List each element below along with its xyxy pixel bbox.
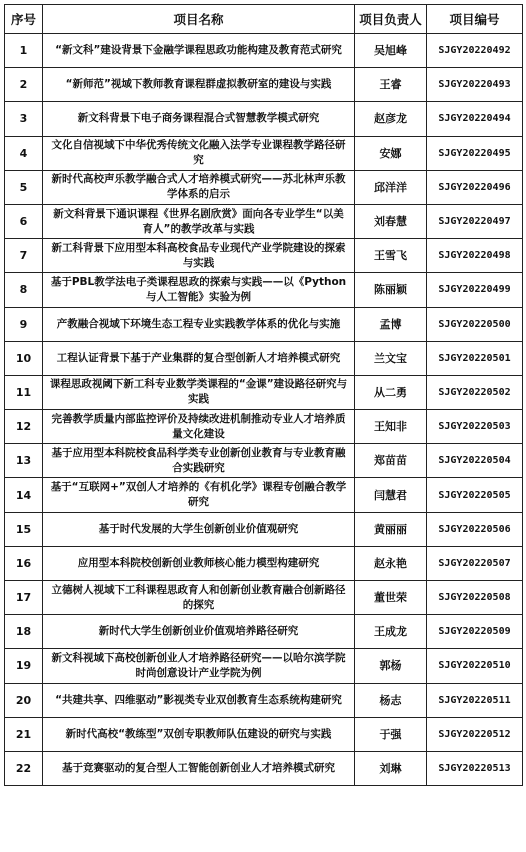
cell-no: 3 [5,102,43,136]
cell-project-name: 新文科视域下高校创新创业人才培养路径研究——以哈尔滨学院时尚创意设计产业学院为例 [43,649,355,683]
project-table-container [4,4,522,786]
cell-owner: 陈丽颖 [355,273,427,307]
cell-no: 2 [5,68,43,102]
cell-no: 10 [5,341,43,375]
cell-no: 14 [5,478,43,512]
cell-owner: 邱洋洋 [355,170,427,204]
cell-no: 8 [5,273,43,307]
cell-project-name: 完善教学质量内部监控评价及持续改进机制推动专业人才培养质量文化建设 [43,410,355,444]
header-no: 序号 [5,5,43,34]
table-row [5,546,523,580]
table-row [5,717,523,751]
table-row [5,204,523,238]
cell-project-name: 基于时代发展的大学生创新创业价值观研究 [43,512,355,546]
cell-project-code: SJGY20220495 [427,136,523,170]
table-row [5,102,523,136]
cell-no: 12 [5,410,43,444]
cell-project-name: “新文科”建设背景下金融学课程思政功能构建及教育范式研究 [43,34,355,68]
table-row [5,375,523,409]
cell-project-code: SJGY20220504 [427,444,523,478]
table-row [5,410,523,444]
table-row [5,581,523,615]
cell-project-name: 课程思政视阈下新工科专业数学类课程的“金课”建设路径研究与实践 [43,375,355,409]
table-row [5,68,523,102]
cell-owner: 刘春慧 [355,204,427,238]
cell-project-code: SJGY20220498 [427,239,523,273]
cell-project-code: SJGY20220512 [427,717,523,751]
cell-project-name: 新时代高校“教练型”双创专职教师队伍建设的研究与实践 [43,717,355,751]
cell-owner: 闫慧君 [355,478,427,512]
cell-project-name: 文化自信视域下中华优秀传统文化融入法学专业课程教学路径研究 [43,136,355,170]
cell-project-code: SJGY20220508 [427,581,523,615]
cell-project-code: SJGY20220492 [427,34,523,68]
cell-owner: 王成龙 [355,615,427,649]
cell-no: 7 [5,239,43,273]
cell-project-code: SJGY20220499 [427,273,523,307]
cell-no: 15 [5,512,43,546]
cell-owner: 安娜 [355,136,427,170]
cell-project-name: 新时代大学生创新创业价值观培养路径研究 [43,615,355,649]
cell-owner: 赵永艳 [355,546,427,580]
table-row [5,136,523,170]
cell-project-name: 新工科背景下应用型本科高校食品专业现代产业学院建设的探索与实践 [43,239,355,273]
cell-project-name: 基于竞赛驱动的复合型人工智能创新创业人才培养模式研究 [43,751,355,785]
cell-owner: 吴旭峰 [355,34,427,68]
cell-no: 20 [5,683,43,717]
cell-no: 18 [5,615,43,649]
cell-project-name: 基于“互联网+”双创人才培养的《有机化学》课程专创融合教学研究 [43,478,355,512]
cell-owner: 黄丽丽 [355,512,427,546]
cell-project-name: 应用型本科院校创新创业教师核心能力模型构建研究 [43,546,355,580]
cell-project-code: SJGY20220497 [427,204,523,238]
header-code: 项目编号 [427,5,523,34]
cell-no: 5 [5,170,43,204]
cell-project-code: SJGY20220507 [427,546,523,580]
cell-owner: 孟博 [355,307,427,341]
cell-no: 11 [5,375,43,409]
cell-project-name: 工程认证背景下基于产业集群的复合型创新人才培养模式研究 [43,341,355,375]
table-row [5,170,523,204]
table-row [5,444,523,478]
cell-owner: 郑苗苗 [355,444,427,478]
cell-owner: 于强 [355,717,427,751]
cell-owner: 王雪飞 [355,239,427,273]
cell-owner: 兰文宝 [355,341,427,375]
cell-no: 22 [5,751,43,785]
cell-owner: 王知非 [355,410,427,444]
cell-no: 21 [5,717,43,751]
header-name: 项目名称 [43,5,355,34]
table-row [5,341,523,375]
cell-project-name: “新师范”视域下教师教育课程群虚拟教研室的建设与实践 [43,68,355,102]
cell-project-name: 新时代高校声乐教学融合式人才培养模式研究——苏北林声乐教学体系的启示 [43,170,355,204]
cell-project-name: 基于应用型本科院校食品科学类专业创新创业教育与专业教育融合实践研究 [43,444,355,478]
cell-project-code: SJGY20220502 [427,375,523,409]
cell-no: 9 [5,307,43,341]
table-header-row [5,5,523,34]
cell-owner: 刘琳 [355,751,427,785]
cell-project-code: SJGY20220513 [427,751,523,785]
cell-owner: 董世荣 [355,581,427,615]
cell-no: 17 [5,581,43,615]
cell-project-code: SJGY20220506 [427,512,523,546]
cell-owner: 郭杨 [355,649,427,683]
cell-no: 6 [5,204,43,238]
cell-project-name: 新文科背景下电子商务课程混合式智慧教学模式研究 [43,102,355,136]
table-row [5,478,523,512]
cell-no: 19 [5,649,43,683]
table-row [5,34,523,68]
cell-owner: 王睿 [355,68,427,102]
cell-project-code: SJGY20220509 [427,615,523,649]
cell-project-name: 基于PBL教学法电子类课程思政的探索与实践——以《Python与人工智能》实验为例 [43,273,355,307]
cell-owner: 从二勇 [355,375,427,409]
table-row [5,239,523,273]
cell-project-name: “共建共享、四维驱动”影视类专业双创教育生态系统构建研究 [43,683,355,717]
table-row [5,512,523,546]
table-row [5,649,523,683]
table-body [5,34,523,786]
cell-owner: 杨志 [355,683,427,717]
cell-project-code: SJGY20220505 [427,478,523,512]
table-row [5,683,523,717]
header-owner: 项目负责人 [355,5,427,34]
cell-owner: 赵彦龙 [355,102,427,136]
cell-project-code: SJGY20220511 [427,683,523,717]
cell-no: 16 [5,546,43,580]
cell-project-name: 新文科背景下通识课程《世界名剧欣赏》面向各专业学生“以美育人”的教学改革与实践 [43,204,355,238]
cell-project-code: SJGY20220494 [427,102,523,136]
table-row [5,307,523,341]
cell-project-name: 产教融合视域下环境生态工程专业实践教学体系的优化与实施 [43,307,355,341]
cell-no: 4 [5,136,43,170]
cell-project-code: SJGY20220510 [427,649,523,683]
table-row [5,615,523,649]
project-table [4,4,523,786]
cell-project-code: SJGY20220496 [427,170,523,204]
cell-no: 13 [5,444,43,478]
cell-project-name: 立德树人视域下工科课程思政育人和创新创业教育融合创新路径的探究 [43,581,355,615]
cell-project-code: SJGY20220493 [427,68,523,102]
table-row [5,751,523,785]
cell-project-code: SJGY20220503 [427,410,523,444]
cell-no: 1 [5,34,43,68]
cell-project-code: SJGY20220501 [427,341,523,375]
table-row [5,273,523,307]
cell-project-code: SJGY20220500 [427,307,523,341]
